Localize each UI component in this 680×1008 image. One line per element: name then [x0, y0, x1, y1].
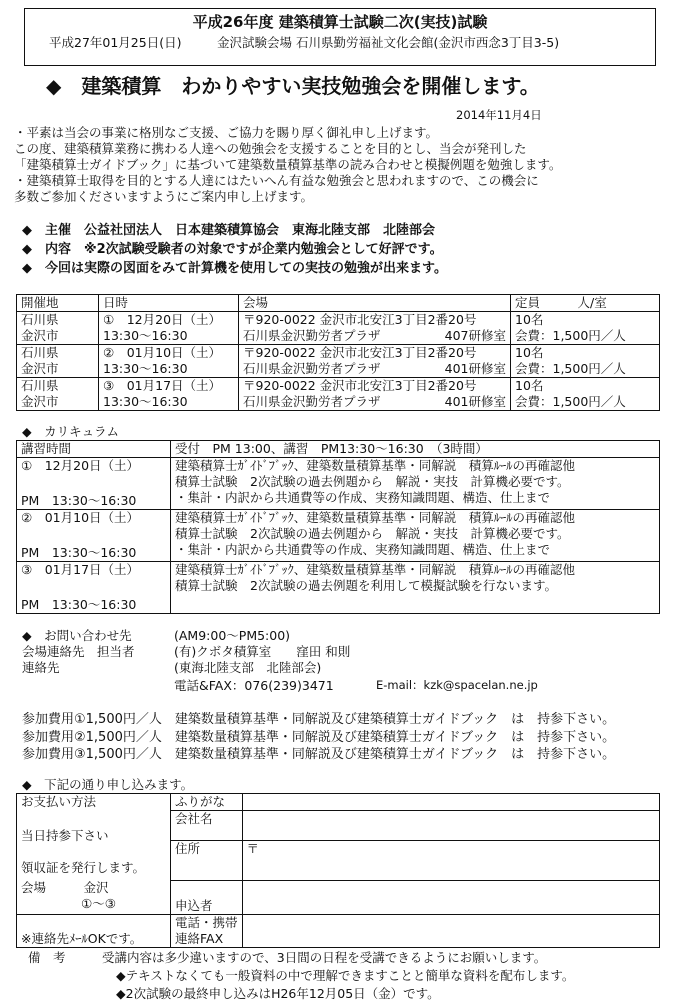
exam-header-box	[24, 8, 656, 66]
place-cell	[17, 312, 99, 345]
table-row	[17, 458, 660, 510]
fee-line: 参加費用③1,500円／人 建築数量積算基準・同解説及び建築積算士ガイドブック は 持参下さい。	[22, 747, 616, 762]
curriculum-table	[16, 440, 660, 614]
company-field[interactable]	[242, 811, 659, 841]
venue-address: 〒920-0022 金沢市北安江3丁目2番20号	[243, 345, 477, 360]
capacity: 10名	[515, 345, 544, 360]
curriculum-line: ・集計・内訳から共通費等の作成、実務知識問題、構造、仕上まで	[175, 542, 551, 557]
table-row	[17, 562, 660, 614]
session-time: 13:30～16:30	[103, 361, 188, 376]
venue-room: 401研修室	[444, 394, 506, 409]
postal-mark: 〒	[246, 841, 260, 856]
applicant-label: 申込者	[171, 881, 243, 915]
exam-title: 平成26年度 建築積算士試験二次(実技)試験	[192, 13, 488, 31]
capacity-cell	[511, 312, 660, 345]
venue-hall: 石川県金沢勤労者プラザ	[243, 361, 381, 376]
fee-line: 参加費用②1,500円／人 建築数量積算基準・同解説及び建築積算士ガイドブック は 持参下さい。	[22, 730, 616, 745]
venue-cell	[239, 378, 511, 411]
table-header-row	[17, 295, 660, 312]
venue-hall: 石川県金沢勤労者プラザ	[243, 394, 381, 409]
fee-line: 参加費用①1,500円／人 建築数量積算基準・同解説及び建築積算士ガイドブック は 持参下さい。	[22, 712, 616, 727]
place-pref: 石川県	[21, 312, 59, 327]
contact-branch: (東海北陸支部 北陸部会)	[174, 660, 322, 675]
company-label: 会社名	[171, 811, 243, 841]
note-line: 受講内容は多少違いますので、3日間の日程を受講できるようにお願いします。	[102, 950, 547, 965]
issue-date: 2014年11月4日	[456, 108, 542, 122]
curriculum-date-cell	[17, 562, 171, 614]
curriculum-content-cell	[171, 458, 660, 510]
bullet-practice: ◆ 今回は実際の図面をみて計算機を使用しての実技の勉強が出来ます。	[22, 261, 447, 276]
intro-line: 「建築積算士ガイドブック」に基づいて建築数量積算基準の読み合わせと模擬例題を勉強します。	[14, 157, 562, 172]
header-reception: 受付 PM 13:00、講習 PM13:30～16:30 （3時間）	[171, 441, 660, 458]
form-venue-label: 会場 金沢	[21, 880, 109, 895]
curriculum-time: PM 13:30～16:30	[21, 597, 137, 612]
contact-heading: ◆ お問い合わせ先	[22, 628, 132, 643]
table-row	[17, 510, 660, 562]
intro-line: 多数ご参加くださいますようにご案内申し上げます。	[14, 189, 314, 204]
venue-room: 401研修室	[444, 361, 506, 376]
payment-receipt: 領収証を発行します。	[21, 860, 146, 875]
curriculum-line: ・集計・内訳から共通費等の作成、実務知識問題、構造、仕上まで	[175, 490, 551, 505]
header-place: 開催地	[17, 295, 99, 312]
intro-text	[14, 125, 674, 205]
note-line: ◆テキストなくても一般資料の中で理解できますことと簡単な資料を配布します。	[116, 968, 575, 983]
curriculum-date: ② 01月10日（土）	[21, 510, 140, 525]
application-form	[16, 793, 660, 948]
table-row	[17, 345, 660, 378]
session-fee: 会費：1,500円／人	[515, 328, 626, 343]
address-label: 住所	[171, 841, 243, 881]
exam-venue: 金沢試験会場 石川県勤労福祉文化会館(金沢市西念3丁目3-5)	[217, 35, 560, 50]
intro-line: この度、建築積算業務に携わる人達への勉強会を支援することを目的とし、当会が発刊した	[14, 141, 527, 156]
curriculum-heading: ◆ カリキュラム	[22, 424, 119, 439]
curriculum-content-cell	[171, 510, 660, 562]
table-row	[17, 378, 660, 411]
capacity: 10名	[515, 312, 544, 327]
curriculum-line: 積算士試験 2次試験の過去例題を利用して模擬試験を行ないます。	[175, 578, 557, 593]
session-date: ③ 01月17日（土）	[103, 378, 222, 393]
datetime-cell	[99, 378, 239, 411]
contact-hours: (AM9:00～PM5:00)	[174, 628, 291, 643]
curriculum-line: 建築積算士ｶﾞｲﾄﾞﾌﾞｯｸ、建築数量積算基準・同解説 積算ﾙｰﾙの再確認他	[175, 562, 576, 577]
curriculum-line: 積算士試験 2次試験の過去例題から 解説・実技 計算機必要です。	[175, 474, 570, 489]
venue-address: 〒920-0022 金沢市北安江3丁目2番20号	[243, 312, 477, 327]
intro-line: ・平素は当会の事業に格別なご支援、ご協力を賜り厚く御礼申し上げます。	[14, 125, 439, 140]
payment-label: お支払い方法	[21, 794, 97, 809]
fax-label: 連絡FAX	[175, 931, 224, 946]
curriculum-date: ③ 01月17日（土）	[21, 562, 140, 577]
header-datetime: 日時	[99, 295, 239, 312]
session-fee: 会費：1,500円／人	[515, 361, 626, 376]
furigana-label: ふりがな	[171, 794, 243, 811]
curriculum-content-cell	[171, 562, 660, 614]
curriculum-date-cell	[17, 510, 171, 562]
contact-company: (有)クボタ積算室 窪田 和則	[174, 644, 351, 659]
venue-hall: 石川県金沢勤労者プラザ	[243, 328, 381, 343]
capacity: 10名	[515, 378, 544, 393]
bullet-organizer: ◆ 主催 公益社団法人 日本建築積算協会 東海北陸支部 北陸部会	[22, 223, 435, 238]
phone-fax-field[interactable]	[242, 915, 659, 948]
schedule-table	[16, 294, 660, 411]
session-fee: 会費：1,500円／人	[515, 394, 626, 409]
venue-room: 407研修室	[444, 328, 506, 343]
form-heading: ◆ 下記の通り申し込みます。	[22, 777, 194, 792]
curriculum-time: PM 13:30～16:30	[21, 545, 137, 560]
exam-date: 平成27年01月25日(日)	[49, 35, 182, 50]
session-date: ① 12月20日（土）	[103, 312, 222, 327]
capacity-cell	[511, 378, 660, 411]
place-pref: 石川県	[21, 378, 59, 393]
capacity-cell	[511, 345, 660, 378]
place-city: 金沢市	[21, 361, 59, 376]
address-field[interactable]	[242, 841, 659, 881]
curriculum-line: 建築積算士ｶﾞｲﾄﾞﾌﾞｯｸ、建築数量積算基準・同解説 積算ﾙｰﾙの再確認他	[175, 458, 576, 473]
notes-label: 備 考	[28, 950, 66, 965]
furigana-field[interactable]	[242, 794, 659, 811]
place-city: 金沢市	[21, 394, 59, 409]
session-time: 13:30～16:30	[103, 328, 188, 343]
place-cell	[17, 378, 99, 411]
note-line: ◆2次試験の最終申し込みはH26年12月05日（金）です。	[116, 986, 440, 1001]
place-pref: 石川県	[21, 345, 59, 360]
main-title: ◆ 建築積算 わかりやすい実技勉強会を開催します。	[46, 74, 540, 98]
contact-person-label: 会場連絡先 担当者	[22, 644, 135, 659]
contact-email: E-mail：kzk@spacelan.ne.jp	[376, 678, 538, 692]
bullet-content: ◆ 内容 ※2次試験受験者の対象ですが企業内勉強会として好評です。	[22, 242, 443, 257]
curriculum-line: 建築積算士ｶﾞｲﾄﾞﾌﾞｯｸ、建築数量積算基準・同解説 積算ﾙｰﾙの再確認他	[175, 510, 576, 525]
place-cell	[17, 345, 99, 378]
venue-cell	[239, 312, 511, 345]
email-ok-note: ※連絡先ﾒｰﾙOKです。	[17, 915, 171, 948]
curriculum-line: 積算士試験 2次試験の過去例題から 解説・実技 計算機必要です。	[175, 526, 570, 541]
applicant-field[interactable]	[242, 881, 659, 915]
header-lecture-time: 講習時間	[17, 441, 171, 458]
curriculum-time: PM 13:30～16:30	[21, 493, 137, 508]
intro-line: ・建築積算士取得を目的とする人達にはたいへん有益な勉強会と思われますので、この機会に	[14, 173, 539, 188]
datetime-cell	[99, 312, 239, 345]
phone-label: 電話・携帯	[175, 915, 238, 930]
payment-cell	[17, 794, 171, 915]
session-date: ② 01月10日（土）	[103, 345, 222, 360]
form-venue-value: ①～③	[81, 896, 116, 911]
contact-phone: 電話&FAX：076(239)3471	[174, 678, 334, 693]
curriculum-date-cell	[17, 458, 171, 510]
place-city: 金沢市	[21, 328, 59, 343]
header-venue: 会場	[239, 295, 511, 312]
venue-cell	[239, 345, 511, 378]
venue-address: 〒920-0022 金沢市北安江3丁目2番20号	[243, 378, 477, 393]
phone-fax-label	[171, 915, 243, 948]
header-capacity: 定員 人/室	[511, 295, 660, 312]
table-row	[17, 312, 660, 345]
curriculum-date: ① 12月20日（土）	[21, 458, 140, 473]
table-header-row	[17, 441, 660, 458]
session-time: 13:30～16:30	[103, 394, 188, 409]
datetime-cell	[99, 345, 239, 378]
contact-label: 連絡先	[22, 660, 60, 675]
payment-onsite: 当日持参下さい	[21, 828, 109, 843]
